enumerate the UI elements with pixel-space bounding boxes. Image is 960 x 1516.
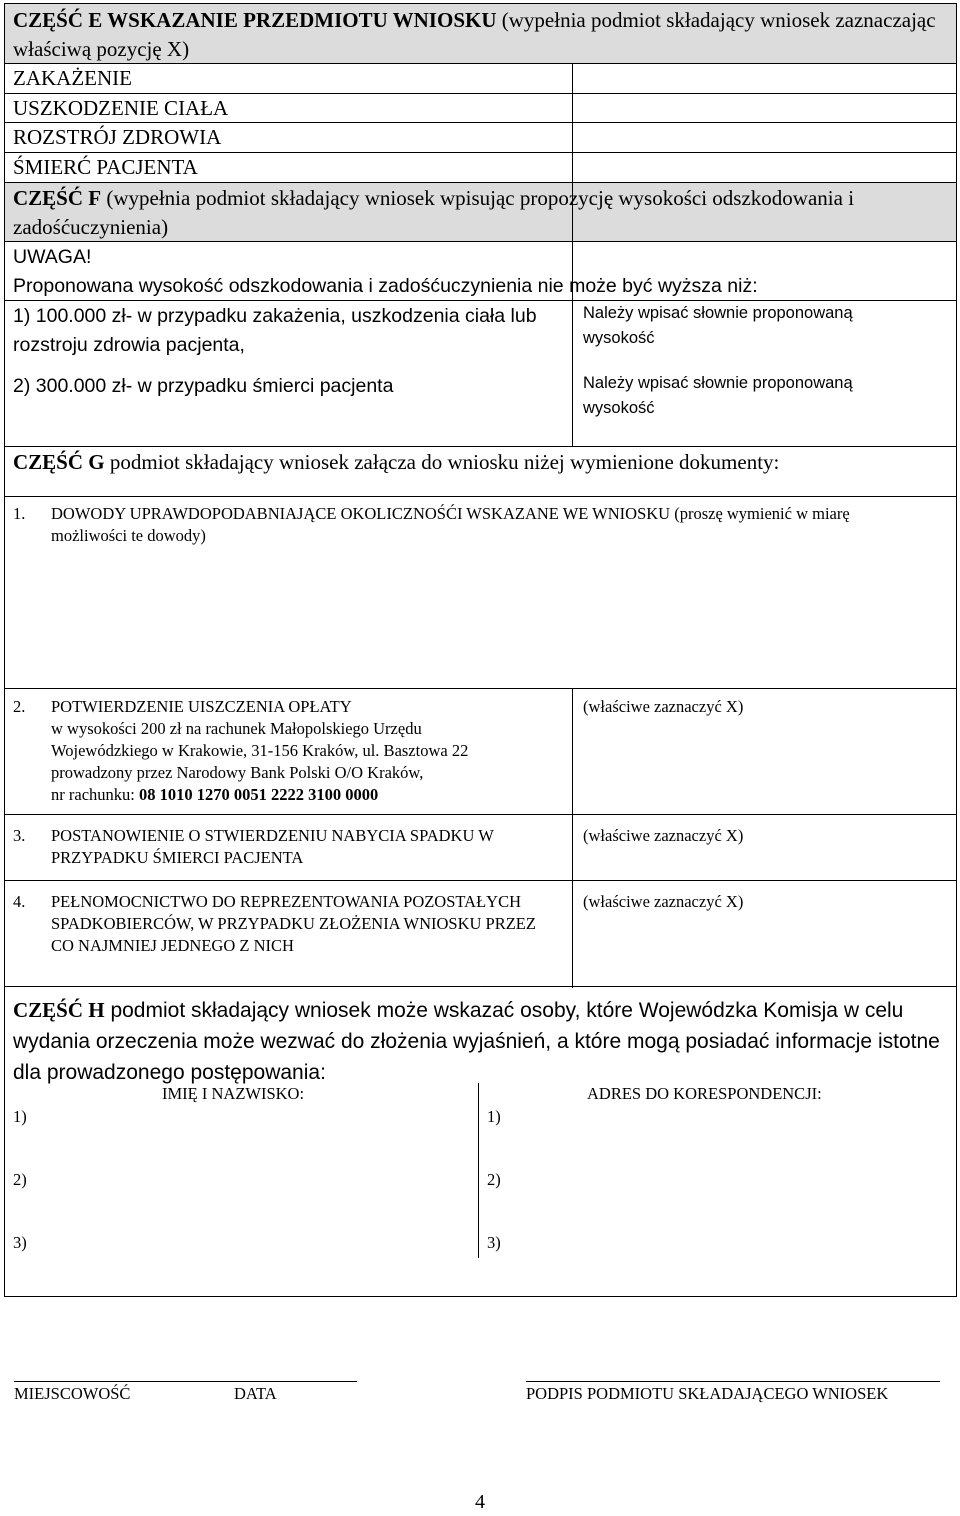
part-g-header bbox=[5, 446, 956, 496]
document-3-text: POSTANOWIENIE O STWIERDZENIU NABYCIA SPADKU W PRZYPADKU ŚMIERCI PACJENTA bbox=[51, 826, 494, 867]
document-2-number: 2. bbox=[13, 697, 26, 716]
amount-row-1 bbox=[5, 300, 956, 370]
account-number: 08 1010 1270 0051 2222 3100 0000 bbox=[138, 785, 379, 804]
witness-address-3[interactable]: 3) bbox=[487, 1233, 501, 1252]
document-3-cell bbox=[5, 814, 956, 880]
witness-address-2[interactable]: 2) bbox=[487, 1170, 501, 1189]
option-row-infection[interactable] bbox=[5, 63, 956, 93]
warning-label: UWAGA! bbox=[13, 246, 92, 268]
column-address-header: ADRES DO KORESPONDENCJI: bbox=[587, 1084, 822, 1103]
amount-hint-2[interactable]: Należy wpisać słownie proponowaną wysokość bbox=[583, 374, 853, 417]
part-h-box bbox=[4, 987, 957, 1297]
form-table-efg bbox=[4, 3, 957, 987]
amount-limit-2: 2) 300.000 zł- w przypadku śmierci pacjenta bbox=[13, 375, 394, 397]
option-label: ZAKAŻENIE bbox=[13, 66, 132, 90]
date-label: DATA bbox=[234, 1384, 277, 1403]
account-label: nr rachunku: bbox=[51, 785, 139, 804]
column-divider bbox=[572, 63, 573, 446]
document-2-mark[interactable]: (właściwe zaznaczyć X) bbox=[583, 697, 744, 716]
document-1-cell[interactable] bbox=[5, 496, 956, 688]
part-f-instruction: (wypełnia podmiot składający wniosek wpisując propozycję wysokości odszkodowania i zadośćuczynienia) bbox=[13, 186, 855, 239]
signature-line[interactable] bbox=[526, 1381, 940, 1382]
document-2-line: Wojewódzkiego w Krakowie, 31-156 Kraków, ul. Basztowa 22 bbox=[51, 741, 469, 760]
document-2-line: prowadzony przez Narodowy Bank Polski O/O Kraków, bbox=[51, 763, 424, 782]
part-g-instruction: podmiot składający wniosek załącza do wniosku niżej wymienione dokumenty: bbox=[104, 450, 780, 474]
document-3-number: 3. bbox=[13, 826, 26, 845]
column-divider bbox=[572, 688, 573, 988]
place-date-line[interactable] bbox=[14, 1381, 357, 1382]
column-divider bbox=[478, 1083, 479, 1258]
witness-name-1[interactable]: 1) bbox=[13, 1107, 27, 1126]
document-4-number: 4. bbox=[13, 892, 26, 911]
column-name-header: IMIĘ I NAZWISKO: bbox=[162, 1084, 305, 1103]
limit-text: Proponowana wysokość odszkodowania i zadośćuczynienia nie może być wyższa niż: bbox=[13, 275, 758, 297]
part-e-title: CZĘŚĆ E WSKAZANIE PRZEDMIOTU WNIOSKU bbox=[13, 8, 497, 32]
option-label: USZKODZENIE CIAŁA bbox=[13, 96, 229, 120]
document-3-mark[interactable]: (właściwe zaznaczyć X) bbox=[583, 826, 744, 845]
document-1-number: 1. bbox=[13, 504, 26, 523]
part-f-notes bbox=[5, 241, 956, 300]
document-4-cell bbox=[5, 880, 956, 988]
witness-name-2[interactable]: 2) bbox=[13, 1170, 27, 1189]
amount-row-2 bbox=[5, 370, 956, 446]
option-row-patient-death[interactable] bbox=[5, 152, 956, 182]
page-number: 4 bbox=[475, 1491, 485, 1513]
part-f-title: CZĘŚĆ F bbox=[13, 186, 102, 210]
part-e-header bbox=[5, 4, 956, 63]
part-h-instruction: podmiot składający wniosek może wskazać osoby, które Wojewódzka Komisja w celu wydania orzeczenia może wezwać do złożenia wyjaśnień, a które mogą posiadać informacje istotne dla prowadzonego postępowania: bbox=[13, 999, 940, 1084]
document-2-line: POTWIERDZENIE UISZCZENIA OPŁATY bbox=[51, 697, 352, 716]
document-4-text: PEŁNOMOCNICTWO DO REPREZENTOWANIA POZOSTAŁYCH SPADKOBIERCÓW, W PRZYPADKU ZŁOŻENIA WNIOSKU PRZEZ CO NAJMNIEJ JEDNEGO Z NICH bbox=[51, 892, 536, 955]
part-e-instruction: (wypełnia podmiot składający wniosek zaznaczając właściwą pozycję X) bbox=[13, 8, 936, 61]
place-label: MIEJSCOWOŚĆ bbox=[14, 1384, 131, 1403]
option-row-health-disorder[interactable] bbox=[5, 122, 956, 152]
amount-hint-1[interactable]: Należy wpisać słownie proponowaną wysokość bbox=[583, 304, 853, 347]
option-label: ROZSTRÓJ ZDROWIA bbox=[13, 125, 222, 149]
document-2-line: w wysokości 200 zł na rachunek Małopolskiego Urzędu bbox=[51, 719, 422, 738]
part-f-header bbox=[5, 182, 956, 241]
part-h-title: CZĘŚĆ H bbox=[13, 998, 105, 1022]
option-row-body-injury[interactable] bbox=[5, 93, 956, 122]
witness-address-1[interactable]: 1) bbox=[487, 1107, 501, 1126]
document-1-text: DOWODY UPRAWDOPODABNIAJĄCE OKOLICZNOŚĆI WSKAZANE WE WNIOSKU (proszę wymienić w miarę możliwości te dowody) bbox=[51, 504, 850, 545]
option-label: ŚMIERĆ PACJENTA bbox=[13, 155, 198, 179]
signature-label: PODPIS PODMIOTU SKŁADAJĄCEGO WNIOSEK bbox=[526, 1384, 889, 1403]
document-2-cell bbox=[5, 688, 956, 814]
document-4-mark[interactable]: (właściwe zaznaczyć X) bbox=[583, 892, 744, 911]
part-g-title: CZĘŚĆ G bbox=[13, 450, 105, 474]
amount-limit-1: 1) 100.000 zł- w przypadku zakażenia, uszkodzenia ciała lub rozstroju zdrowia pacjenta, bbox=[13, 305, 537, 356]
witness-name-3[interactable]: 3) bbox=[13, 1233, 27, 1252]
